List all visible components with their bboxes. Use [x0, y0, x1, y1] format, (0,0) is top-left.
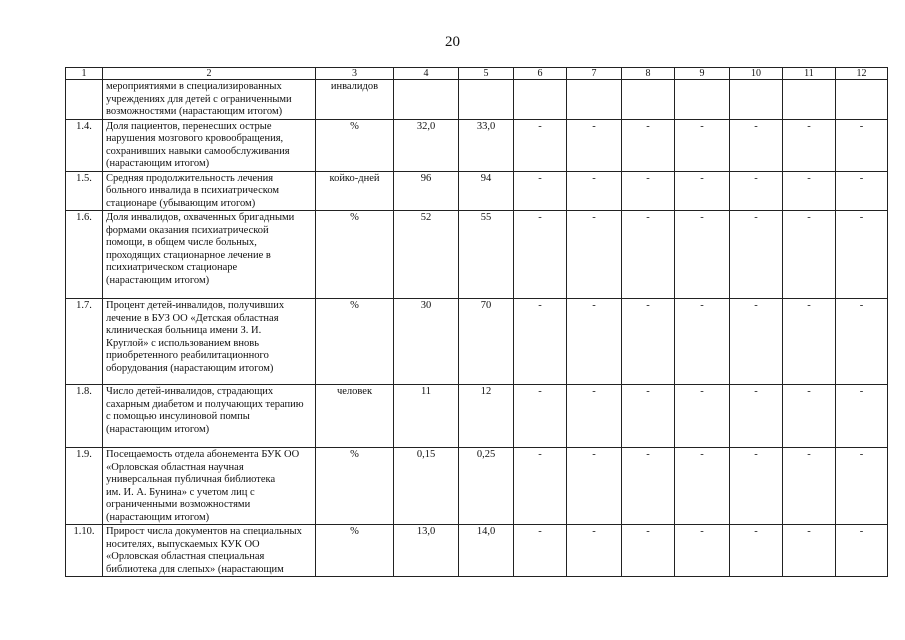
- indicator-name-line: Доля инвалидов, охваченных бригадными: [106, 212, 295, 223]
- indicator-name-line: стационаре (убывающим итогом): [106, 197, 256, 209]
- value-col-12: -: [836, 385, 888, 448]
- value-col-9: -: [675, 299, 730, 385]
- value-col-9: -: [675, 525, 730, 577]
- value-col-7: -: [567, 299, 622, 385]
- value-col-7: -: [567, 448, 622, 525]
- value-col-9: -: [675, 211, 730, 299]
- indicator-name-line: учреждениях для детей с ограниченными: [106, 93, 292, 105]
- indicators-table: [65, 67, 888, 577]
- row-number: 1.9.: [66, 448, 103, 525]
- value-col-9: -: [675, 119, 730, 171]
- value-col-7: -: [567, 119, 622, 171]
- column-header-10: 10: [730, 68, 783, 80]
- value-col-10: [730, 80, 783, 120]
- indicator-name-line: (нарастающим итогом): [106, 158, 210, 169]
- indicator-name-line: Число детей-инвалидов, страдающих: [106, 386, 274, 397]
- value-col-5: 14,0: [459, 525, 514, 577]
- value-col-8: -: [622, 385, 675, 448]
- indicator-name: [103, 525, 316, 577]
- value-col-12: -: [836, 119, 888, 171]
- value-col-4: 32,0: [394, 119, 459, 171]
- indicator-name-line: ограниченными возможностями: [106, 499, 251, 510]
- unit-of-measure: %: [316, 299, 394, 385]
- indicator-name-line: «Орловская областная специальная: [106, 551, 265, 562]
- value-col-8: -: [622, 525, 675, 577]
- value-col-9: -: [675, 448, 730, 525]
- indicator-name: [103, 80, 316, 120]
- indicator-name-line: универсальная публичная библиотека: [106, 474, 276, 485]
- row-number: 1.5.: [66, 171, 103, 211]
- column-header-2: 2: [103, 68, 316, 80]
- indicator-name-line: формами оказания психиатрической: [106, 224, 269, 236]
- unit-of-measure: койко-дней: [316, 171, 394, 211]
- value-col-12: -: [836, 448, 888, 525]
- value-col-11: -: [783, 299, 836, 385]
- indicator-name: [103, 448, 316, 525]
- indicator-name-line: лечение в БУЗ ОО «Детская областная: [106, 312, 279, 324]
- indicator-name-line: Средняя продолжительность лечения: [106, 172, 274, 184]
- table-row: [66, 385, 888, 448]
- value-col-7: [567, 80, 622, 120]
- value-col-4: 52: [394, 211, 459, 299]
- value-col-4: 96: [394, 171, 459, 211]
- value-col-10: -: [730, 211, 783, 299]
- indicator-name-line: Посещаемость отдела абонемента БУК ОО: [106, 449, 300, 460]
- value-col-7: -: [567, 525, 622, 577]
- value-col-6: -: [514, 385, 567, 448]
- table-row: [66, 119, 888, 171]
- value-col-11: [783, 80, 836, 120]
- value-col-8: -: [622, 171, 675, 211]
- value-col-7: -: [567, 385, 622, 448]
- value-col-12: [836, 80, 888, 120]
- indicator-name-line: сахарным диабетом и получающих терапию: [106, 398, 304, 410]
- table-row: [66, 525, 888, 577]
- value-col-5: 94: [459, 171, 514, 211]
- table-row: [66, 299, 888, 385]
- column-header-12: 12: [836, 68, 888, 80]
- indicator-name-line: «Орловская областная научная: [106, 461, 244, 473]
- value-col-8: -: [622, 211, 675, 299]
- indicator-name-line: больного инвалида в психиатрическом: [106, 185, 280, 196]
- value-col-5: [459, 80, 514, 120]
- value-col-5: 0,25: [459, 448, 514, 525]
- table-row: [66, 171, 888, 211]
- indicator-name: [103, 211, 316, 299]
- value-col-12: -: [836, 211, 888, 299]
- row-number: [66, 80, 103, 120]
- indicator-name-line: (нарастающим итогом): [106, 274, 210, 286]
- value-col-6: [514, 80, 567, 120]
- row-number: 1.4.: [66, 119, 103, 171]
- value-col-11: -: [783, 119, 836, 171]
- value-col-12: -: [836, 171, 888, 211]
- unit-of-measure: %: [316, 119, 394, 171]
- value-col-6: -: [514, 525, 567, 577]
- value-col-12: -: [836, 525, 888, 577]
- table-row: [66, 80, 888, 120]
- row-number: 1.8.: [66, 385, 103, 448]
- value-col-10: -: [730, 171, 783, 211]
- indicator-name-line: Процент детей-инвалидов, получивших: [106, 300, 285, 311]
- indicator-name: [103, 299, 316, 385]
- value-col-6: -: [514, 211, 567, 299]
- value-col-4: 11: [394, 385, 459, 448]
- value-col-11: -: [783, 211, 836, 299]
- column-header-11: 11: [783, 68, 836, 80]
- value-col-9: -: [675, 385, 730, 448]
- value-col-8: -: [622, 448, 675, 525]
- column-header-6: 6: [514, 68, 567, 80]
- column-header-9: 9: [675, 68, 730, 80]
- indicator-name-line: мероприятиями в специализированных: [106, 81, 282, 92]
- indicator-name-line: Доля пациентов, перенесших острые: [106, 120, 272, 132]
- table-row: [66, 448, 888, 525]
- value-col-10: -: [730, 299, 783, 385]
- column-header-3: 3: [316, 68, 394, 80]
- indicator-name-line: носителях, выпускаемых КУК ОО: [106, 538, 260, 550]
- value-col-10: -: [730, 448, 783, 525]
- indicator-name-line: возможностями (нарастающим итогом): [106, 106, 283, 117]
- row-number: 1.10.: [66, 525, 103, 577]
- indicator-name-line: им. И. А. Бунина» с учетом лиц с: [106, 486, 255, 498]
- value-col-5: 33,0: [459, 119, 514, 171]
- column-header-4: 4: [394, 68, 459, 80]
- value-col-11: -: [783, 171, 836, 211]
- indicator-name-line: (нарастающим итогом): [106, 511, 210, 523]
- value-col-9: -: [675, 171, 730, 211]
- unit-of-measure: %: [316, 211, 394, 299]
- unit-of-measure: человек: [316, 385, 394, 448]
- value-col-8: -: [622, 119, 675, 171]
- value-col-6: -: [514, 119, 567, 171]
- value-col-11: -: [783, 385, 836, 448]
- value-col-8: [622, 80, 675, 120]
- indicator-name-line: оборудования (нарастающим итогом): [106, 362, 274, 374]
- indicator-name-line: клиническая больница имени З. И.: [106, 325, 262, 336]
- indicator-name: [103, 119, 316, 171]
- value-col-7: -: [567, 171, 622, 211]
- column-header-8: 8: [622, 68, 675, 80]
- indicator-name: [103, 385, 316, 448]
- value-col-8: -: [622, 299, 675, 385]
- page-number: 20: [445, 34, 460, 50]
- indicator-name-line: нарушения мозгового кровообращения,: [106, 133, 284, 144]
- value-col-4: 30: [394, 299, 459, 385]
- value-col-11: -: [783, 525, 836, 577]
- value-col-10: -: [730, 385, 783, 448]
- value-col-7: -: [567, 211, 622, 299]
- unit-of-measure: инвалидов: [316, 80, 394, 120]
- value-col-12: -: [836, 299, 888, 385]
- value-col-5: 55: [459, 211, 514, 299]
- value-col-4: 0,15: [394, 448, 459, 525]
- column-header-5: 5: [459, 68, 514, 80]
- value-col-6: -: [514, 448, 567, 525]
- unit-of-measure: %: [316, 448, 394, 525]
- table-row: [66, 211, 888, 299]
- row-number: 1.6.: [66, 211, 103, 299]
- indicator-name-line: Прирост числа документов на специальных: [106, 526, 302, 537]
- value-col-4: 13,0: [394, 525, 459, 577]
- column-number-row: [66, 68, 888, 80]
- indicator-name-line: Круглой» с использованием вновь: [106, 337, 260, 349]
- indicator-name-line: проходящих стационарное лечение в: [106, 249, 271, 261]
- indicator-name-line: помощи, в общем числе больных,: [106, 237, 257, 248]
- value-col-10: -: [730, 119, 783, 171]
- value-col-4: [394, 80, 459, 120]
- indicator-name-line: библиотека для слепых» (нарастающим: [106, 563, 284, 575]
- indicator-name-line: с помощью инсулиновой помпы: [106, 411, 250, 422]
- value-col-6: -: [514, 171, 567, 211]
- column-header-1: 1: [66, 68, 103, 80]
- value-col-5: 12: [459, 385, 514, 448]
- indicator-name: [103, 171, 316, 211]
- indicator-name-line: (нарастающим итогом): [106, 423, 210, 435]
- value-col-9: [675, 80, 730, 120]
- value-col-10: -: [730, 525, 783, 577]
- unit-of-measure: %: [316, 525, 394, 577]
- indicator-name-line: психиатрическом стационаре: [106, 262, 238, 273]
- column-header-7: 7: [567, 68, 622, 80]
- row-number: 1.7.: [66, 299, 103, 385]
- value-col-6: -: [514, 299, 567, 385]
- table-body: [66, 80, 888, 577]
- value-col-5: 70: [459, 299, 514, 385]
- indicator-name-line: приобретенного реабилитационного: [106, 350, 269, 361]
- indicator-name-line: сохранивших навыки самообслуживания: [106, 145, 290, 157]
- value-col-11: -: [783, 448, 836, 525]
